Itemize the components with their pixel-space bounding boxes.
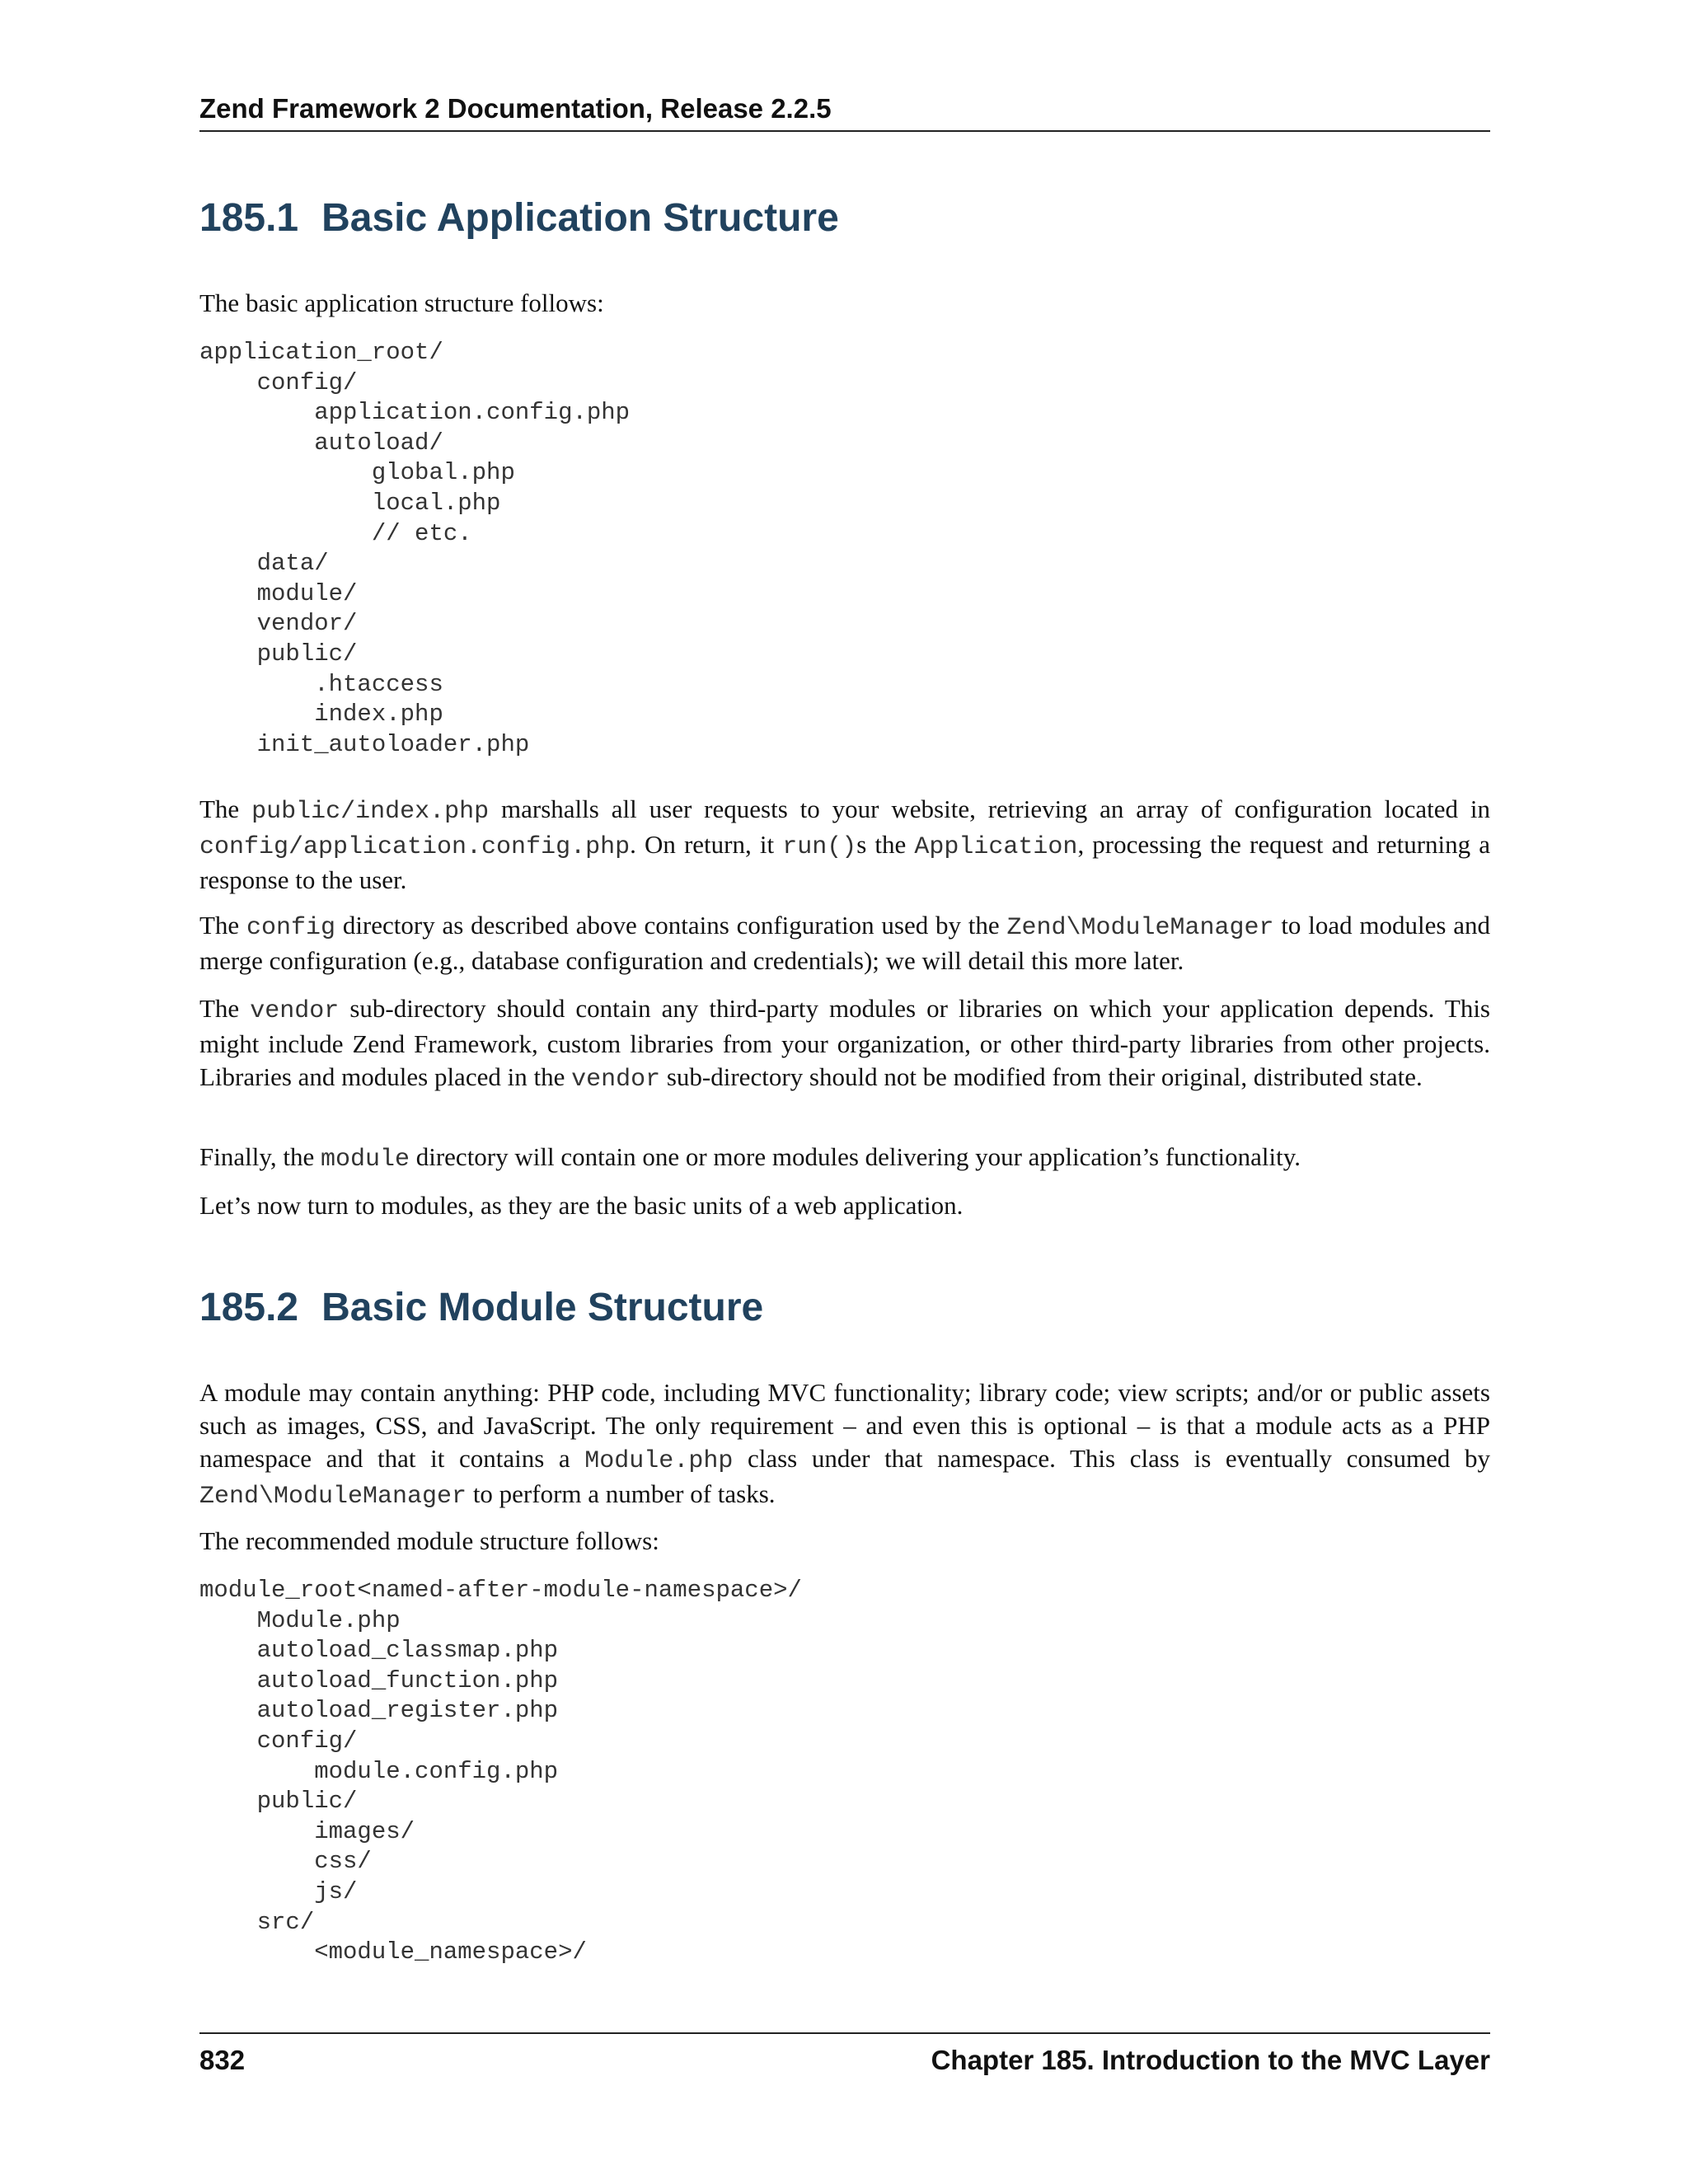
inline-code: run() [782, 833, 857, 861]
tree-line: application_root/ [199, 339, 443, 366]
text-run: to perform a number of tasks. [467, 1479, 776, 1508]
section-number: 185.2 [199, 1286, 299, 1329]
running-footer [199, 2032, 1490, 2075]
inline-code: vendor [250, 997, 340, 1025]
text-run: The [199, 794, 252, 823]
text-run: s the [856, 830, 915, 859]
tree-line: data/ [199, 550, 329, 578]
tree-line: public/ [199, 640, 358, 668]
tree-line: module/ [199, 579, 358, 607]
tree-line: js/ [199, 1877, 358, 1905]
tree-line: module.config.php [199, 1757, 559, 1785]
running-header: Zend Framework 2 Documentation, Release 2.2.5 [199, 91, 1490, 132]
section-title: Basic Module Structure [321, 1286, 764, 1329]
tree-line: autoload/ [199, 429, 443, 457]
inline-code: Module.php [584, 1447, 734, 1475]
text-run: sub-directory should not be modified from their original, distributed state. [660, 1062, 1423, 1091]
inline-code: config [246, 914, 336, 942]
chapter-title: Chapter 185. Introduction to the MVC Layer [931, 2045, 1490, 2075]
application-structure-tree [199, 338, 630, 760]
inline-code: Zend\ModuleManager [199, 1483, 467, 1511]
tree-line: init_autoloader.php [199, 730, 530, 758]
section-heading-basic-application-structure [199, 194, 839, 243]
tree-line: index.php [199, 701, 443, 729]
text-run: directory will contain one or more modules delivering your application’s functionality. [409, 1142, 1301, 1171]
tree-line: <module_namespace>/ [199, 1938, 587, 1966]
text-run: A module may contain anything: PHP code, including MVC functionality; library code; view scripts; and/or or public assets such as images, CSS, and JavaScript. The only requirement – and even this is optional – is that a module acts as a PHP namespace and that it contains a [199, 1378, 1490, 1473]
tree-line: config/ [199, 1727, 358, 1755]
tree-line: autoload_classmap.php [199, 1637, 559, 1665]
modules-transition-paragraph: Let’s now turn to modules, as they are the basic units of a web application. [199, 1191, 964, 1220]
tree-line: src/ [199, 1908, 315, 1936]
text-run: directory as described above contains configuration used by the [335, 911, 1007, 940]
section-title: Basic Application Structure [321, 196, 839, 240]
text-run: . On return, it [630, 830, 783, 859]
tree-line: images/ [199, 1817, 415, 1845]
inline-code: config/application.config.php [199, 833, 631, 861]
tree-line: .htaccess [199, 670, 443, 698]
inline-code: public/index.php [251, 798, 490, 826]
text-run: to load modules and merge configuration (e.g., database configuration and credentials); we will detail this more later. [199, 911, 1490, 975]
tree-line: global.php [199, 459, 515, 487]
module-contents-paragraph [199, 1376, 1490, 1513]
document-page [199, 0, 1490, 2184]
tree-line: local.php [199, 489, 501, 517]
config-directory-paragraph [199, 909, 1490, 977]
module-structure-intro: The recommended module structure follows: [199, 1526, 659, 1555]
inline-code: Zend\ModuleManager [1006, 914, 1274, 942]
tree-line: public/ [199, 1788, 358, 1816]
module-directory-paragraph [199, 1141, 1490, 1176]
inline-code: Application [914, 833, 1078, 861]
tree-line: vendor/ [199, 610, 358, 638]
tree-line: Module.php [199, 1606, 401, 1634]
application-structure-intro: The basic application structure follows: [199, 288, 604, 317]
page-number: 832 [199, 2045, 246, 2075]
section-number: 185.1 [199, 196, 299, 240]
text-run: The [199, 994, 251, 1023]
tree-line: application.config.php [199, 399, 631, 427]
text-run: , processing the request and returning a response to the user. [199, 830, 1491, 894]
tree-line: // etc. [199, 519, 472, 547]
inline-code: vendor [571, 1066, 661, 1094]
text-run: marshalls all user requests to your website, retrieving an array of configuration located in [489, 794, 1490, 823]
text-run: The [199, 911, 246, 940]
vendor-directory-paragraph [199, 992, 1490, 1096]
tree-line: autoload_function.php [199, 1666, 559, 1694]
tree-line: css/ [199, 1848, 372, 1876]
inline-code: module [320, 1146, 410, 1174]
public-index-paragraph [199, 793, 1490, 897]
text-run: class under that namespace. This class is eventually consumed by [733, 1444, 1490, 1473]
tree-line: config/ [199, 368, 358, 396]
tree-line: autoload_register.php [199, 1697, 559, 1725]
text-run: Finally, the [199, 1142, 321, 1171]
text-run: sub-directory should contain any third-party modules or libraries on which your application depends. This might include Zend Framework, custom libraries from your organization, or other third-party libraries from other projects. Libraries and modules placed in the [199, 994, 1490, 1091]
section-heading-basic-module-structure [199, 1283, 763, 1333]
tree-line: module_root<named-after-module-namespace>/ [199, 1577, 802, 1604]
module-structure-tree [199, 1576, 802, 1968]
